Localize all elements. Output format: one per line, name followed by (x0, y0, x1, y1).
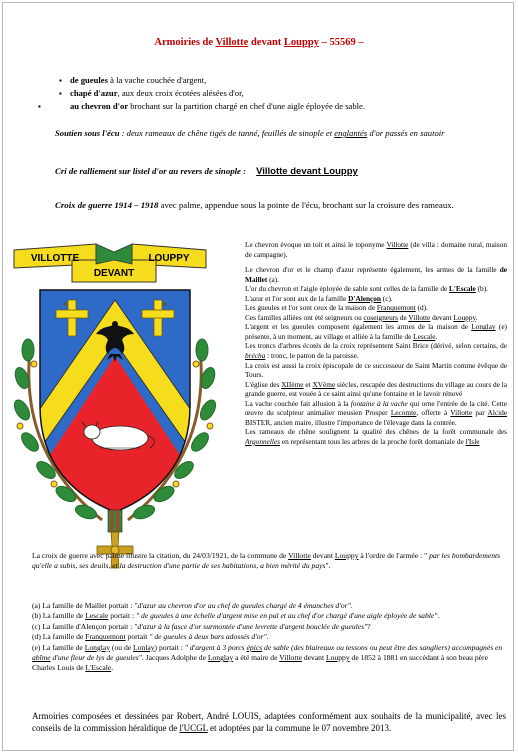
paragraph: Le chevron évoque un toit et ainsi le toponyme Villotte (de villa : domaine rural, maison de campagne). (245, 240, 507, 259)
blazon-list (52, 74, 492, 113)
citation-text: La croix de guerre avec palme illustre la citation, du 24/03/1921, de la commune de Villotte devant Louppy à l'ordre de l'armée : " par les bombardements qu'elle a subis, ses deuils, et la destruction d'une partie de ses habitations, a bien mérité du pays". (32, 551, 501, 570)
battle-cry: Cri de ralliement sur listel d'or au revers de sinople : Villotte devant Louppy (55, 166, 358, 177)
motto-scroll (14, 244, 206, 282)
scroll-word-villotte: VILLOTTE (30, 253, 80, 264)
paragraph: Les gueules et l'or sont ceux de la maison de Franquemont (d). (245, 303, 428, 313)
families-notes (32, 601, 504, 674)
paragraph: L'argent et les gueules composent également les armes de la maison de Longlay (e) présente, à un moment, au village et alliée à la famille de Lescale. (245, 322, 507, 341)
paragraph: La croix est aussi la croix épiscopale de ce successeur de Saint Martin comme évêque de Tours. (245, 360, 507, 380)
blazon-item: ▪ au chevron d'or brochant sur la partition chargé en chef d'une aigle éployée de sable. (34, 100, 492, 113)
blazon-item: ▪ de gueules à la vache couchée d'argent, (52, 74, 492, 87)
explanation-text (245, 240, 507, 446)
paragraph: Les rameaux de chêne soulignent la qualité des chênes de la forêt communale des Argonnelles en représentant tous les arbres de la proche forêt domaniale de l'Isle (245, 427, 507, 446)
paragraph: La vache couchée fait allusion à la fontaine à la vache qui orne l'entrée de la cité. Cette œuvre du sculpteur animalier meusien Prosper Lecomte, offerte à Villotte par Alcide BISTER, ancien maire, illustre l'importance de l'élevage dans la contrée. (245, 398, 507, 427)
family-note-b: (b) La famille de Lescale portait : " de gueules à une échelle d'argent mise en pal et au chef d'or chargé d'une aigle éployée de sable". (32, 611, 440, 621)
credits-footer: Armoiries composées et dessinées par Robert, André LOUIS, adaptées conformément aux souhaits de la municipalité, avec les conseils de la commission héraldique de l'UCGL et adoptées par la commune le 07 novembre 2013. (32, 711, 506, 733)
family-note-a: (a) La famille de Maillet portait : "d'azur au chevron d'or au chef de gueules chargé de 4 émanches d'or". (32, 601, 353, 610)
paragraph: Ces familles alliées ont été seigneurs ou coseigneurs de Villotte devant Louppy. (245, 312, 478, 322)
paragraph: Le chevron d'or et le champ d'azur représente également, les armes de la famille de Maillet (a). (245, 265, 507, 284)
paragraph: Les troncs d'arbres écotés de la croix représentent Saint Brice (dérivé, selon certains, de brécha : tronc, le patron de la paroisse. (245, 341, 507, 361)
scroll-word-louppy: LOUPPY (148, 253, 190, 264)
family-note-d: (d) La famille de Franquemont portait " de gueules à deux bars adossés d'or". (32, 632, 269, 642)
family-note-c: (c) La famille d'Alençon portait : "d'azur à la fasce d'or surmontée d'une levrette d'argent bouclée de gueules"? (32, 621, 371, 631)
title-place-louppy: Louppy (283, 37, 319, 48)
coat-of-arms (10, 238, 238, 574)
title-place-villotte: Villotte (215, 37, 249, 48)
family-note-e: (e) La famille de Longlay (ou de Lonlay) portait : " d'argent à 3 porcs épics de sable (des blaireaux ou tessons ou peut être des sangliers) accompagnés en abîme d'une fleur de lys de gueules". Jacques Adolphe de Longlay a été maire de Villotte devant Louppy de 1852 à 1881 en succédant à son beau père Charles Louis de L'Escale. (32, 642, 503, 673)
support-description: Soutien sous l'écu : deux rameaux de chêne tigés de tanné, feuillés de sinople et englantés d'or passés en sautoir (55, 128, 445, 138)
battle-cry-value: Villotte devant Louppy (256, 166, 358, 177)
paragraph: L'église des XIIème et XVème siècles, rescapée des destructions du village au cours de la grande guerre, est vouée à ce saint ainsi qu'une fontaine et le lavoir rénové (245, 379, 508, 399)
war-cross-description: Croix de guerre 1914 – 1918 avec palme, appendue sous la pointe de l'écu, brochant sur la croisure des rameaux. (55, 200, 454, 210)
paragraph: L'or du chevron et l'aigle éployée de sable sont celles de la famille de L'Escale (b). (245, 284, 488, 294)
page-title: Armoiries de Villotte devant Louppy – 55569 – (154, 37, 364, 48)
scroll-word-devant: DEVANT (93, 268, 135, 279)
blazon-item: ▪ chapé d'azur, aux deux croix écotées alésées d'or, (52, 87, 492, 100)
paragraph: L'azur et l'or sont aux de la famille D'Alençon (c). (245, 293, 393, 303)
